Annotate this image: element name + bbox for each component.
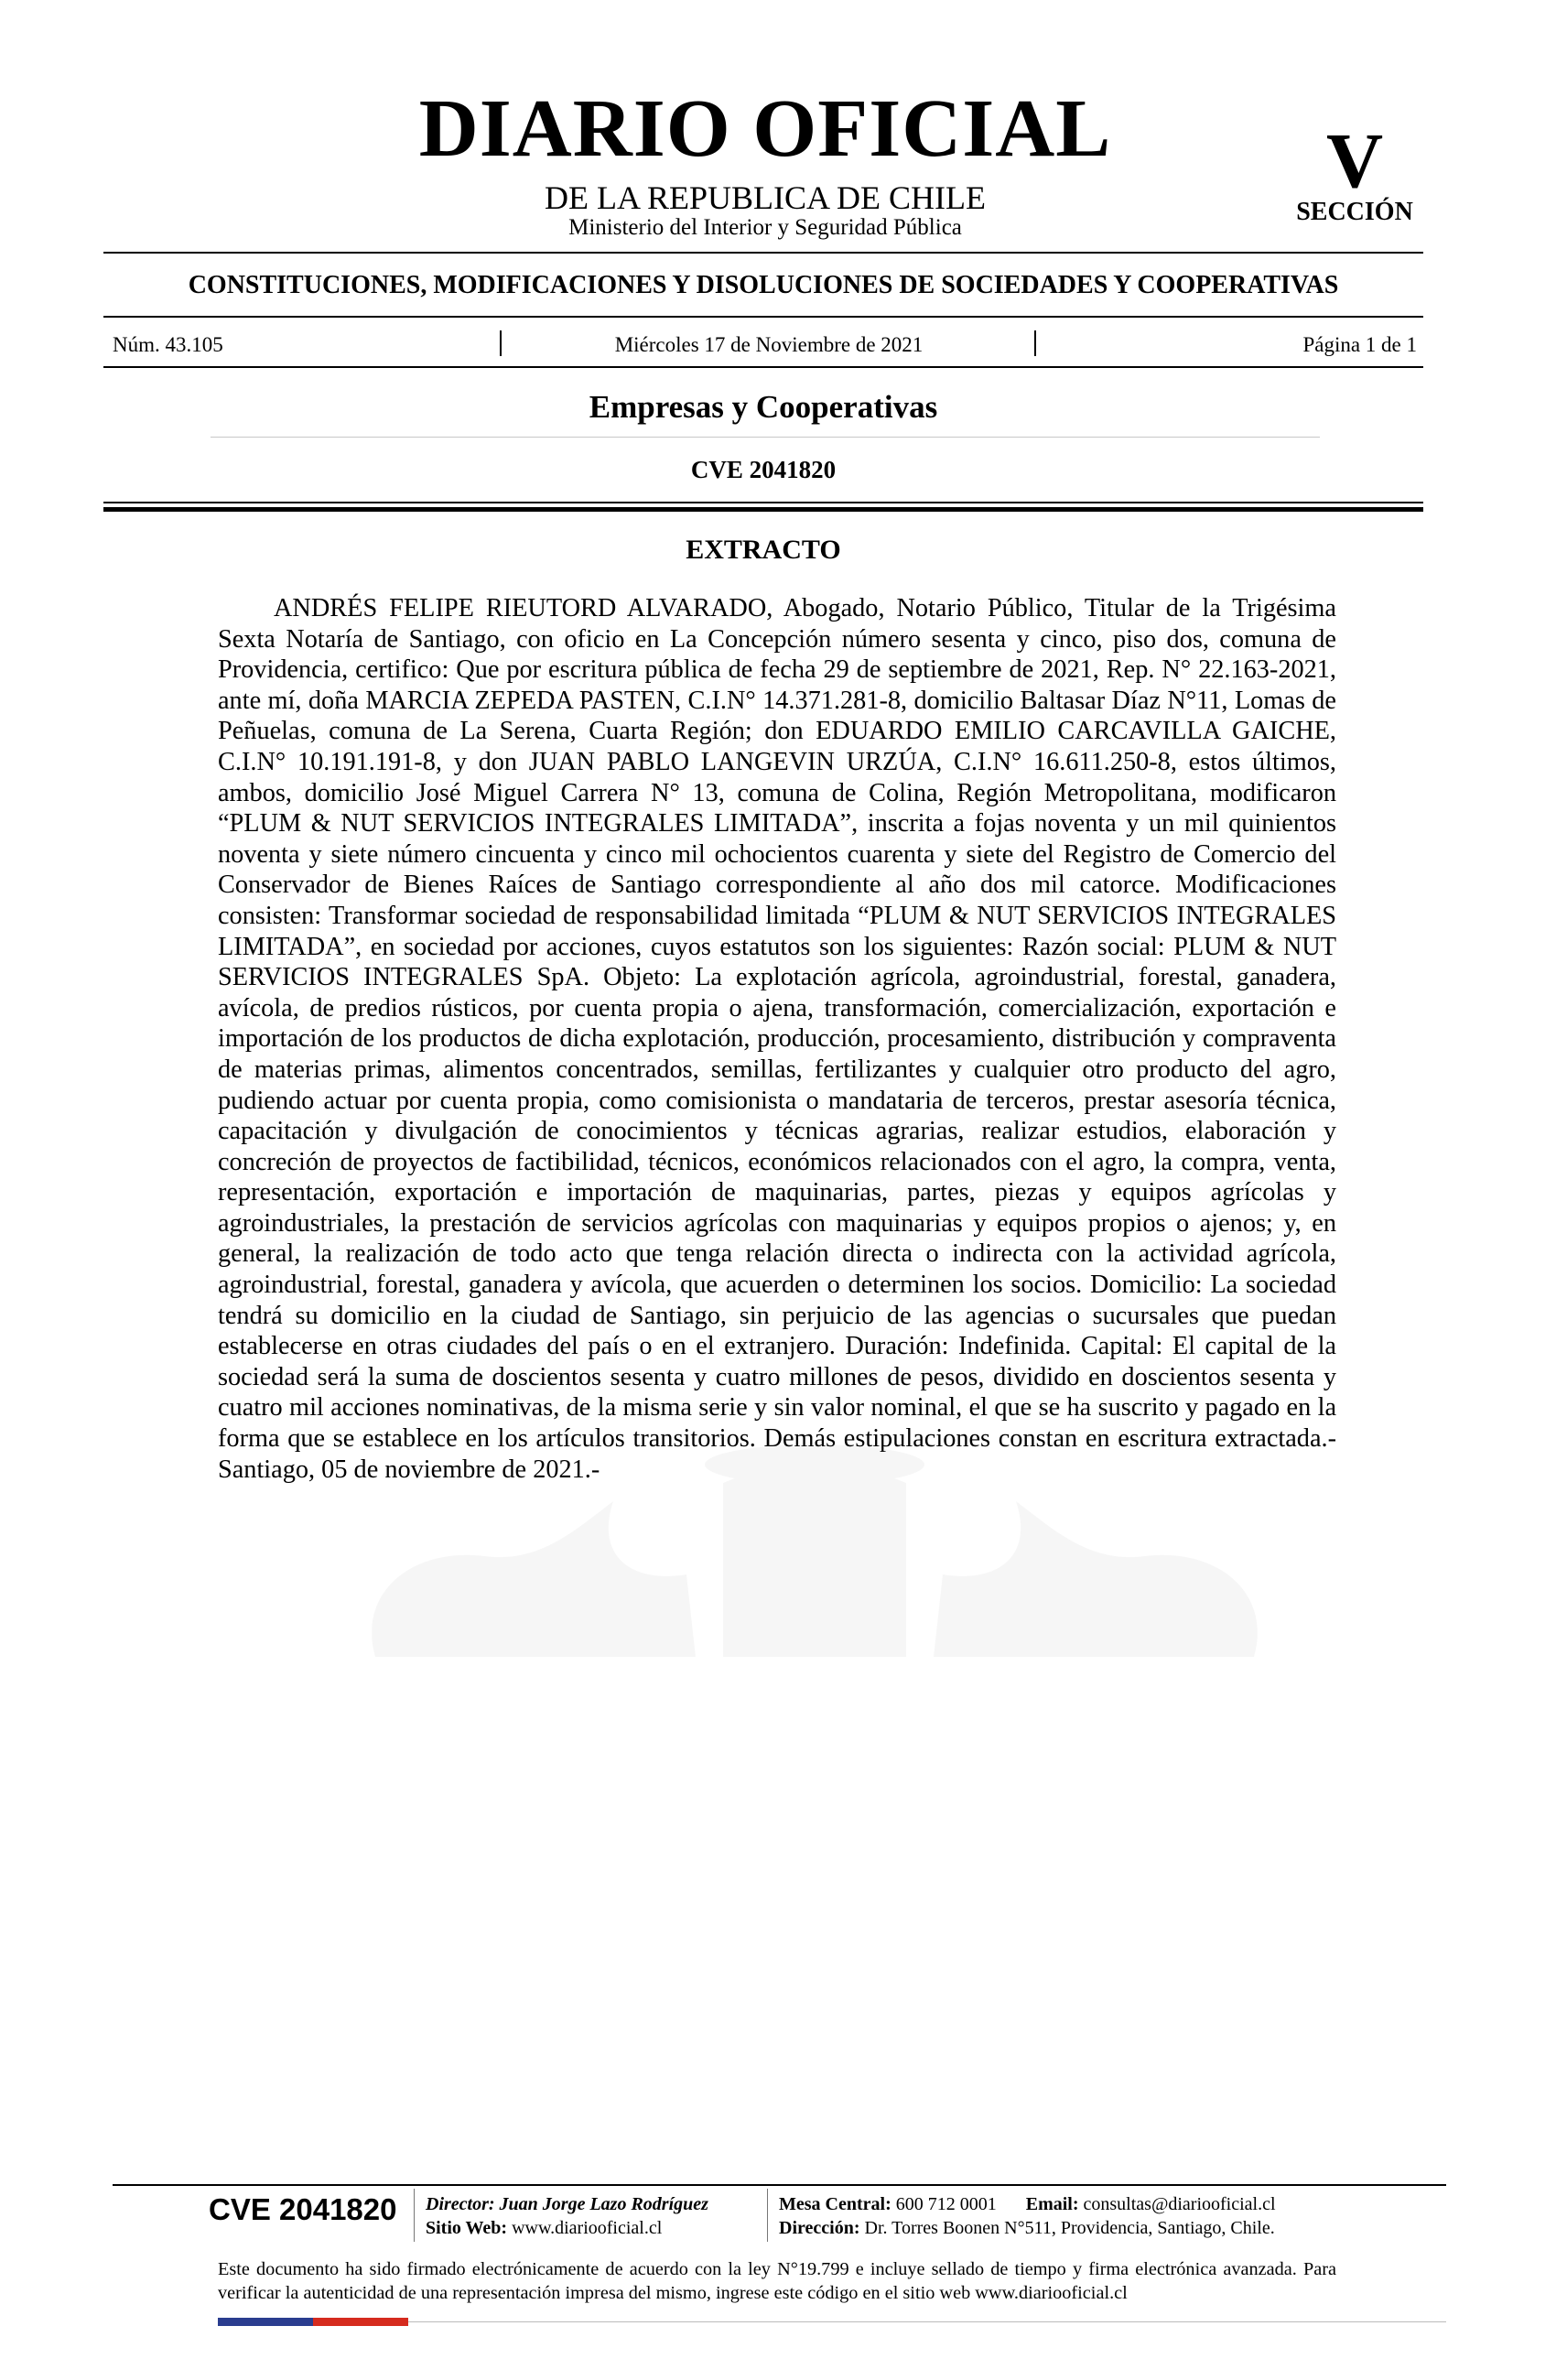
address-text: Dr. Torres Boonen N°511, Providencia, Santiago, Chile. [864,2218,1275,2238]
flag-stripe-red [313,2318,408,2326]
website-link[interactable]: www.diariooficial.cl [512,2218,663,2238]
extract-title: EXTRACTO [686,535,841,565]
address-label: Dirección: [779,2218,860,2238]
email-label: Email: [1025,2194,1079,2214]
footer-separator [767,2189,768,2242]
footer-cve-code: CVE 2041820 [209,2192,397,2226]
masthead-subtitle: DE LA REPUBLICA DE CHILE [545,179,986,216]
cve-rule-top [103,502,1423,503]
masthead-title: DIARIO OFICIAL [418,83,1112,174]
meta-separator [500,330,502,356]
section-letter: V [1325,116,1384,204]
meta-separator [1034,330,1036,356]
footer-rule [113,2184,1446,2186]
masthead-ministry: Ministerio del Interior y Seguridad Pública [568,215,962,240]
cve-rule-bottom [103,507,1423,512]
footer-legal-note: Este documento ha sido firmado electrónicamente de acuerdo con la ley N°19.799 e incluye sellado de tiempo y firma electrónica avanzada. Para verificar la autenticidad de una representación impresa del mismo, ingrese este código en el sitio web www.diariooficial.cl [218,2259,1336,2303]
section-label: SECCIÓN [1296,198,1413,226]
masthead-rule-top [103,252,1423,254]
extract-body: ANDRÉS FELIPE RIEUTORD ALVARADO, Abogado, Notario Público, Titular de la Trigésima Sexta Notaría de Santiago, con oficio en La Concepción número sesenta y cinco, piso dos, comuna de Providencia, certifico: Que por escritura pública de fecha 29 de septiembre de 2021, Rep. N° 22.163-2021, ante mí, doña MARCIA ZEPEDA PASTEN, C.I.N° 14.371.281-8, domicilio Baltasar Díaz N°11, Lomas de Peñuelas, comuna de La Serena, Cuarta Región; don EDUARDO EMILIO CARCAVILLA GAICHE, C.I.N° 10.191.191-8, y don JUAN PABLO LANGEVIN URZÚA, C.I.N° 16.611.250-8, estos últimos, ambos, domicilio José Miguel Carrera N° 13, comuna de Colina, Región Metropolitana, modificaron “PLUM & NUT SERVICIOS INTEGRALES LIMITADA”, inscrita a fojas noventa y un mil quinientos noventa y siete número cincuenta y cinco mil ochocientos cuarenta y siete del Registro de Comercio del Conservador de Bienes Raíces de Santiago correspondiente al año dos mil catorce. Modificaciones consisten: Transformar sociedad de responsabilidad limitada “PLUM & NUT SERVICIOS INTEGRALES LIMITADA”, en sociedad por acciones, cuyos estatutos son los siguientes: Razón social: PLUM & NUT SERVICIOS INTEGRALES SpA. Objeto: La explotación agrícola, agroindustrial, forestal, ganadera, avícola, de predios rústicos, por cuenta propia o ajena, transformación, comercialización, exportación e importación de los productos de dicha explotación, producción, procesamiento, distribución y compraventa de materias primas, alimentos concentrados, semillas, fertilizantes y cualquier otro producto del agro, pudiendo actuar por cuenta propia, como comisionista o mandataria de terceros, prestar asesoría técnica, capacitación y divulgación de conocimientos y técnicas agrarias, realizar estudios, elaboración y concreción de proyectos de factibilidad, técnicos, económicos relacionados con el agro, la compra, venta, representación, exportación e importación de maquinarias, partes, piezas y equipos agrícolas y agroindustriales, la prestación de servicios agrícolas con maquinarias y equipos propios o ajenos; y, en general, la realización de todo acto que tenga relación directa o indirecta con la actividad agrícola, agroindustrial, forestal, ganadera y avícola, que acuerden o determinen los socios. Domicilio: La sociedad tendrá su domicilio en la ciudad de Santiago, sin perjuicio de las agencias o sucursales que puedan establecerse en otras ciudades del país o en el extranjero. Duración: Indefinida. Capital: El capital de la sociedad será la suma de doscientos sesenta y cuatro millones de pesos, dividido en doscientos sesenta y cuatro mil acciones nominativas, de la misma serie y sin valor nominal, el que se ha suscrito y pagado en la forma que se establece en los artículos transitorios. Demás estipulaciones constan en escritura extractada.- Santiago, 05 de noviembre de 2021.- [218,594,1336,1484]
mesa-phone: 600 712 0001 [895,2194,997,2214]
director-name: Juan Jorge Lazo Rodríguez [499,2194,708,2214]
section-heading: Empresas y Cooperativas [589,389,938,425]
heading-divider [211,437,1320,438]
footer-website [426,2219,662,2237]
issue-date: Miércoles 17 de Noviembre de 2021 [614,333,924,356]
footer-contact [779,2195,1276,2213]
coat-of-arms-watermark [302,1428,1327,1666]
category-title: CONSTITUCIONES, MODIFICACIONES Y DISOLUCIONES DE SOCIEDADES Y COOPERATIVAS [188,271,1339,299]
issue-number: Núm. 43.105 [113,333,223,356]
meta-rule [103,366,1423,368]
director-label: Director: [426,2194,495,2214]
website-label: Sitio Web: [426,2218,508,2238]
email-link[interactable]: consultas@diariooficial.cl [1083,2194,1276,2214]
page-count: Página 1 de 1 [1302,333,1417,356]
category-rule [103,316,1423,318]
footer-director [426,2195,708,2213]
mesa-label: Mesa Central: [779,2194,891,2214]
footer-separator [414,2189,415,2242]
footer-address [779,2219,1275,2237]
cve-code: CVE 2041820 [690,456,837,483]
flag-stripe-blue [218,2318,313,2326]
